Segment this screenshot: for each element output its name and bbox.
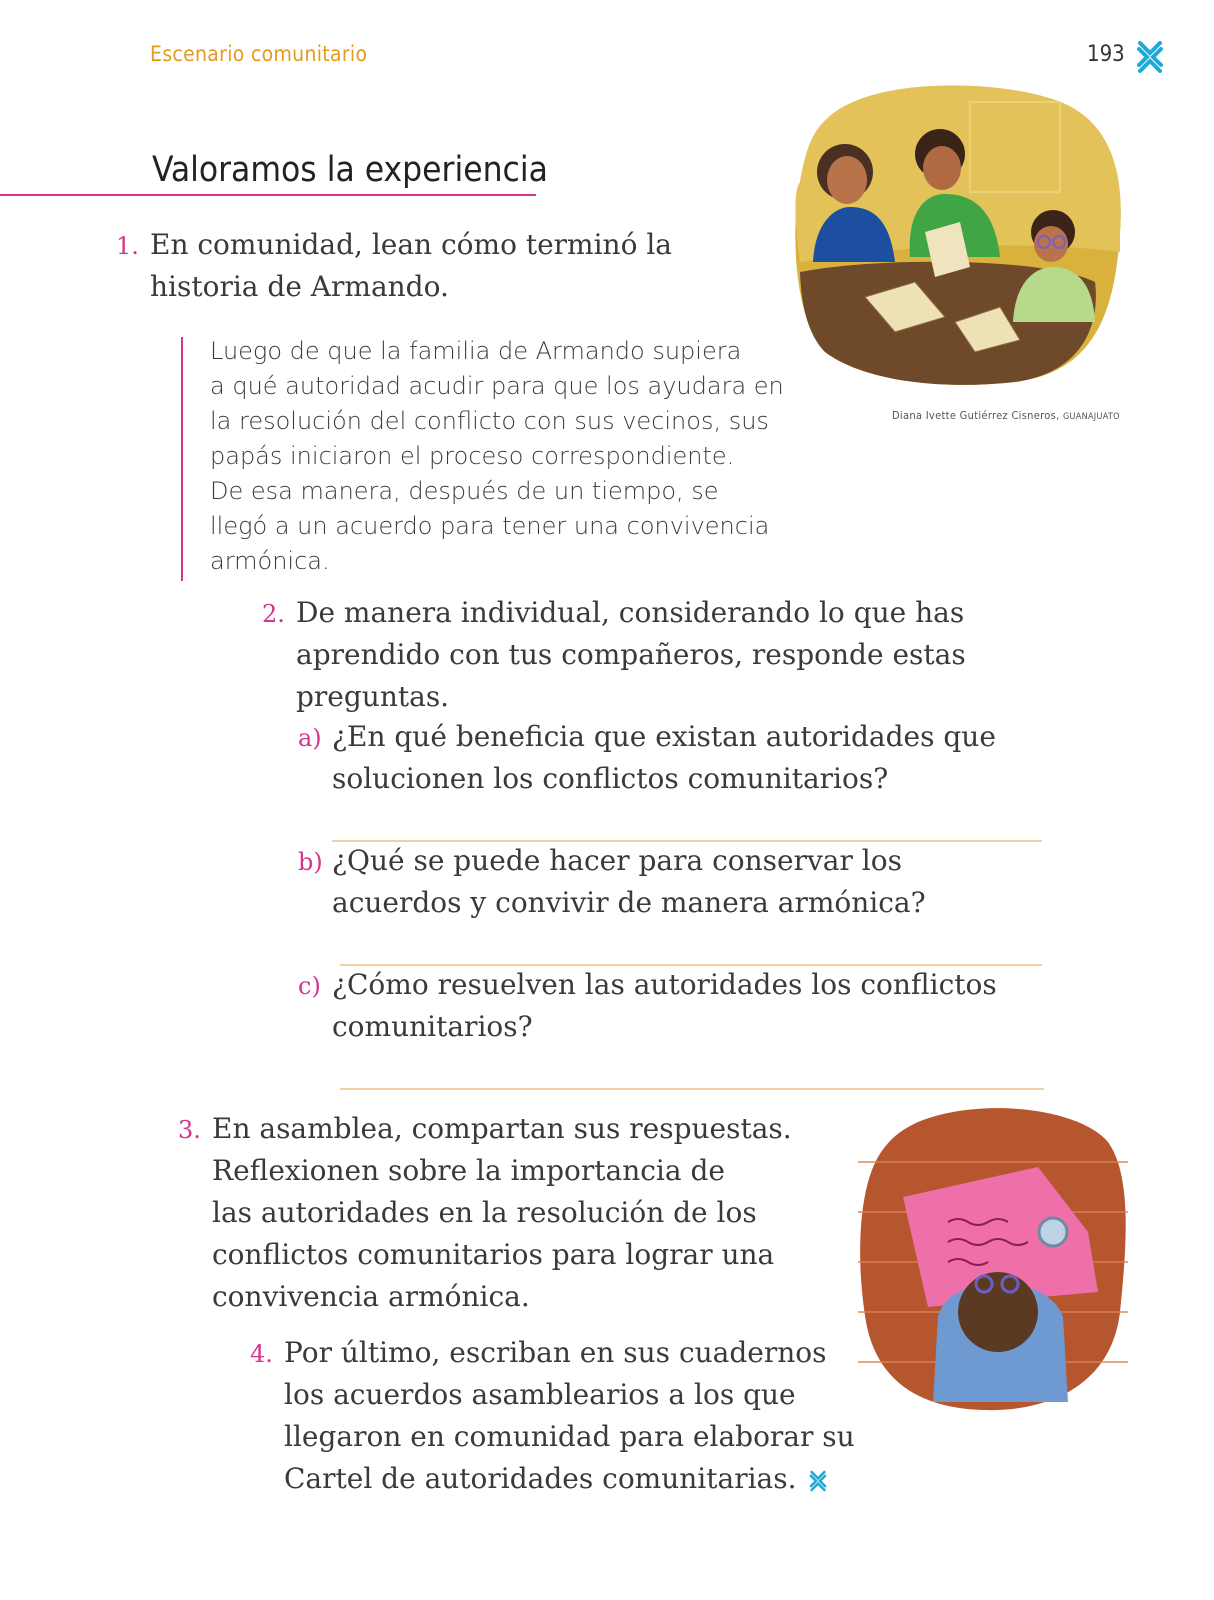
step-number: 2. xyxy=(262,600,285,628)
step-text-line: Reflexionen sobre la importancia de xyxy=(212,1154,725,1187)
step-text-line: Cartel de autoridades comunitarias. xyxy=(284,1458,910,1500)
quote-line: Luego de que la familia de Armando supiera xyxy=(210,337,742,365)
step-number: 3. xyxy=(178,1116,201,1144)
quote-line: armónica. xyxy=(210,547,330,575)
quote-line: llegó a un acuerdo para tener una convivencia xyxy=(210,512,770,540)
illustration-family-reading xyxy=(795,82,1125,388)
question-line: ¿En qué beneficia que existan autoridades que xyxy=(332,720,996,753)
step-number: 1. xyxy=(116,232,139,260)
question-letter: b) xyxy=(298,848,323,876)
quote-line: papás iniciaron el proceso correspondiente. xyxy=(210,442,735,470)
illustration-caption: Diana Ivette Gutiérrez Cisneros, GUANAJUATO xyxy=(892,409,1120,422)
step-text-line: los acuerdos asamblearios a los que xyxy=(284,1378,796,1411)
step-number: 4. xyxy=(250,1340,273,1368)
step-text-line: conflictos comunitarios para lograr una xyxy=(212,1238,775,1271)
question-line: solucionen los conflictos comunitarios? xyxy=(332,762,889,795)
step-text-line: preguntas. xyxy=(296,680,450,713)
step-text-line: En asamblea, compartan sus respuestas. xyxy=(212,1112,792,1145)
end-mark-icon xyxy=(809,1470,827,1492)
page-title: Valoramos la experiencia xyxy=(152,150,548,190)
question-line: ¿Qué se puede hacer para conservar los xyxy=(332,844,902,877)
question-c xyxy=(298,964,1058,1048)
quote-line: a qué autoridad acudir para que los ayudara en xyxy=(210,372,784,400)
question-letter: c) xyxy=(298,972,321,1000)
step-text-line: aprendido con tus compañeros, responde estas xyxy=(296,638,966,671)
project-logo-icon xyxy=(1136,40,1164,74)
step-text-line: De manera individual, considerando lo que has xyxy=(296,596,965,629)
step-3 xyxy=(178,1108,818,1318)
quote-line: De esa manera, después de un tiempo, se xyxy=(210,477,719,505)
step-text-line: historia de Armando. xyxy=(150,270,449,303)
question-a xyxy=(298,716,1058,800)
question-line: ¿Cómo resuelven las autoridades los conflictos xyxy=(332,968,997,1001)
quote-bar xyxy=(181,337,183,581)
question-b xyxy=(298,840,1058,924)
step-1 xyxy=(116,224,756,308)
step-text-line: llegaron en comunidad para elaborar su xyxy=(284,1420,855,1453)
step-text-line: las autoridades en la resolución de los xyxy=(212,1196,757,1229)
step-text-line: En comunidad, lean cómo terminó la xyxy=(150,228,672,261)
page-number: 193 xyxy=(1087,42,1125,67)
step-4 xyxy=(250,1332,910,1500)
quote-line: la resolución del conflicto con sus vecinos, sus xyxy=(210,407,769,435)
story-quote xyxy=(210,334,830,579)
section-title: Escenario comunitario xyxy=(150,42,368,66)
question-letter: a) xyxy=(298,724,322,752)
question-line: acuerdos y convivir de manera armónica? xyxy=(332,886,926,919)
step-2 xyxy=(262,592,1062,718)
step-text-line: Por último, escriban en sus cuadernos xyxy=(284,1336,827,1369)
step-text-line: convivencia armónica. xyxy=(212,1280,530,1313)
answer-line-c[interactable] xyxy=(340,1088,1044,1090)
question-line: comunitarios? xyxy=(332,1010,533,1043)
title-underline xyxy=(0,194,536,196)
